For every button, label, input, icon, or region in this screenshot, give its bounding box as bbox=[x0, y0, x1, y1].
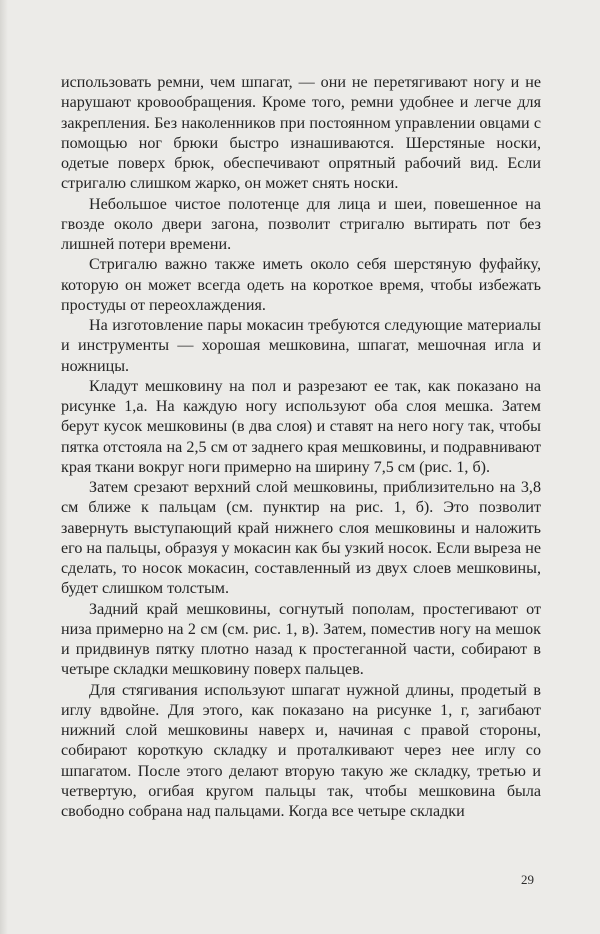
paragraph-5: Кладут мешковину на пол и разрезают ее так, как показано на рисунке 1,а. На каждую ногу используют оба слоя мешка. Затем берут кусок мешковины (в два слоя) и ставят на него ногу так, чтобы пятка отстояла на 2,5 см от заднего края мешковины, и подравнивают края ткани вокруг ноги примерно на ширину 7,5 см (рис. 1, б). bbox=[61, 377, 541, 476]
paragraph-2: Небольшое чистое полотенце для лица и шеи, повешенное на гвозде около двери загона, позволит стригалю вытирать пот без лишней потери времени. bbox=[61, 195, 541, 253]
paragraph-7: Задний край мешковины, согнутый пополам, простегивают от низа примерно на 2 см (см. рис. 1, в). Затем, поместив ногу на мешок и придвинув пятку плотно назад к простеганной части, собирают в четыре складки мешковину поверх пальцев. bbox=[61, 600, 541, 679]
paragraph-6: Затем срезают верхний слой мешковины, приблизительно на 3,8 см ближе к пальцам (см. пунктир на рис. 1, б). Это позволит завернуть выступающий край нижнего слоя мешковины и наложить его на пальцы, образуя у мокасин как бы узкий носок. Если выреза не сделать, то носок мокасин, составленный из двух слоев мешковины, будет слишком толстым. bbox=[61, 479, 541, 598]
body-text bbox=[61, 73, 541, 822]
paragraph-8: Для стягивания используют шпагат нужной длины, продетый в иглу вдвойне. Для этого, как показано на рисунке 1, г, загибают нижний слой мешковины наверх и, начиная с правой стороны, собирают короткую складку и проталкивают через нее иглу со шпагатом. После этого делают вторую такую же складку, третью и четвертую, огибая кругом пальцы так, чтобы мешковина была свободно собрана над пальцами. Когда все четыре складки bbox=[61, 681, 541, 820]
page-number: 29 bbox=[521, 872, 534, 887]
paragraph-3: Стригалю важно также иметь около себя шерстяную фуфайку, которую он может всегда одеть на короткое время, чтобы избежать простуды от переохлаждения. bbox=[61, 256, 541, 314]
paragraph-1: использовать ремни, чем шпагат, — они не перетягивают ногу и не нарушают кровообращения. Кроме того, ремни удобнее и легче для закрепления. Без наколенников при постоянном управлении овцами с помощью ног брюки быстро изнашиваются. Шерстяные носки, одетые поверх брюк, обеспечивают опрятный рабочий вид. Если стригалю слишком жарко, он может снять носки. bbox=[61, 74, 541, 193]
page-edge-shadow bbox=[0, 0, 8, 934]
paragraph-4: На изготовление пары мокасин требуются следующие материалы и инструменты — хорошая мешковина, шпагат, мешочная игла и ножницы. bbox=[61, 317, 541, 375]
